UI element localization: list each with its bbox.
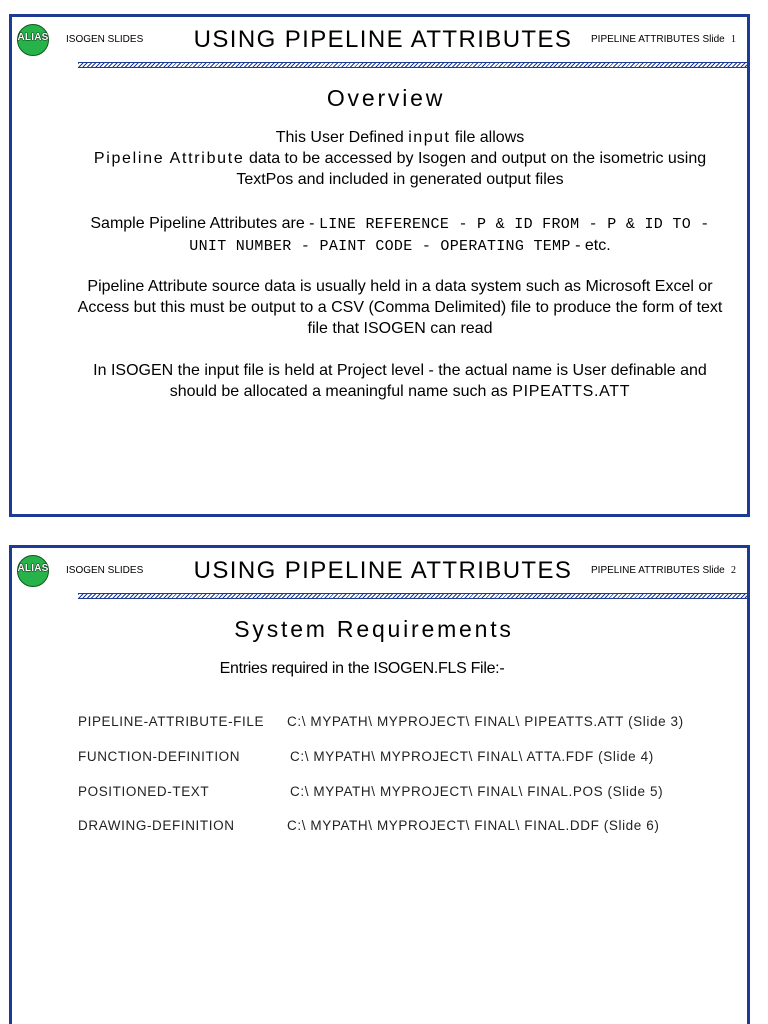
paragraph-samples	[60, 213, 740, 257]
fls-entry-row	[0, 818, 768, 834]
section-heading: System Requirements	[234, 616, 514, 642]
text-line: TextPos and included in generated output files	[236, 171, 564, 188]
slide-number: 1	[731, 34, 736, 45]
entry-keyword: FUNCTION-DEFINITION	[78, 749, 241, 764]
header-divider	[78, 62, 747, 68]
slide-label: PIPELINE ATTRIBUTES Slide	[591, 34, 725, 45]
entry-path: C:\ MYPATH\ MYPROJECT\ FINAL\ PIPEATTS.ATT (Slide 3)	[287, 714, 684, 729]
entry-path: C:\ MYPATH\ MYPROJECT\ FINAL\ FINAL.DDF (Slide 6)	[287, 818, 660, 833]
text-run: file allows	[450, 129, 525, 146]
text-run: This User Defined	[275, 129, 409, 146]
header-left-label: ISOGEN SLIDES	[66, 34, 144, 45]
entry-keyword: POSITIONED-TEXT	[78, 784, 210, 799]
slide-title: USING PIPELINE ATTRIBUTES	[193, 26, 573, 53]
text-run-emphasis: input	[408, 129, 451, 146]
text-line: Pipeline Attribute source data is usually held in a data system such as Microsoft Excel or	[87, 278, 713, 295]
text-run-emphasis: Pipeline Attribute	[93, 150, 245, 167]
logo-text: ALIAS	[17, 563, 49, 574]
text-run: should be allocated a meaningful name such as	[169, 383, 513, 400]
attribute-list: LINE REFERENCE - P & ID FROM - P & ID TO -	[318, 216, 710, 233]
text-line	[60, 213, 740, 235]
slide-title: USING PIPELINE ATTRIBUTES	[193, 557, 573, 584]
text-line: Access but this must be output to a CSV (Comma Delimited) file to produce the form of text	[77, 299, 723, 316]
alias-logo	[17, 555, 49, 587]
text-line: file that ISOGEN can read	[307, 320, 493, 337]
fls-entry-row	[0, 749, 768, 765]
header-divider	[78, 593, 747, 599]
entry-keyword: DRAWING-DEFINITION	[78, 818, 235, 833]
text-run: - etc.	[570, 237, 611, 254]
paragraph-project	[60, 360, 740, 402]
text-line: In ISOGEN the input file is held at Project level - the actual name is User definable and	[93, 362, 707, 379]
text-line	[60, 381, 740, 402]
attribute-list: UNIT NUMBER - PAINT CODE - OPERATING TEMP	[189, 238, 571, 255]
entry-path: C:\ MYPATH\ MYPROJECT\ FINAL\ FINAL.POS (Slide 5)	[290, 784, 664, 799]
text-run: data to be accessed by Isogen and output on the isometric using	[244, 150, 707, 167]
file-name: PIPEATTS.ATT	[512, 383, 631, 400]
section-heading: Overview	[326, 85, 446, 111]
alias-logo	[17, 24, 49, 56]
logo-text: ALIAS	[17, 32, 49, 43]
text-line	[60, 235, 740, 257]
section-subheading: Entries required in the ISOGEN.FLS File:-	[219, 660, 505, 677]
entry-keyword: PIPELINE-ATTRIBUTE-FILE	[78, 714, 265, 729]
header-left-label: ISOGEN SLIDES	[66, 565, 144, 576]
paragraph-intro	[60, 127, 740, 190]
fls-entry-row	[0, 714, 768, 730]
text-line	[60, 148, 740, 169]
slide-2	[0, 531, 768, 1024]
entry-path: C:\ MYPATH\ MYPROJECT\ FINAL\ ATTA.FDF (Slide 4)	[290, 749, 654, 764]
slide-label: PIPELINE ATTRIBUTES Slide	[591, 565, 725, 576]
slide-number: 2	[731, 565, 736, 576]
paragraph-source	[60, 276, 740, 339]
text-line	[60, 127, 740, 148]
fls-entry-row	[0, 784, 768, 800]
text-run: Sample Pipeline Attributes are -	[90, 215, 319, 232]
